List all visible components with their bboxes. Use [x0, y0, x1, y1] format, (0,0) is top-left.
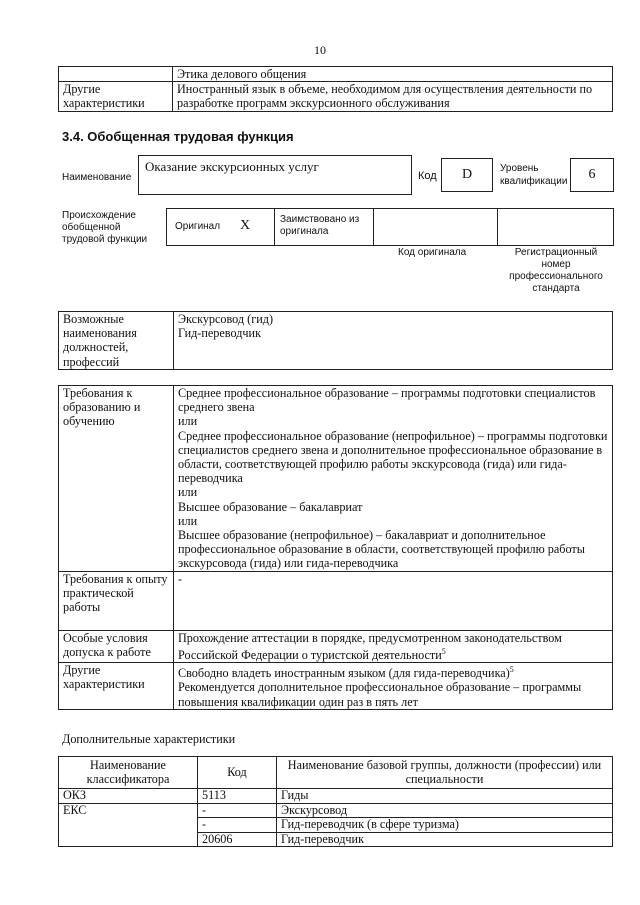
additional-table: [58, 756, 613, 847]
table-row: [59, 571, 613, 630]
table-row: ЕКС - Экскурсовод: [59, 803, 613, 818]
table-row: [59, 82, 613, 111]
experience-label: Требования к опыту практической работы: [59, 571, 174, 630]
professions-table: [58, 311, 613, 370]
education-item: или: [178, 414, 198, 429]
row-label: Другие характеристики: [59, 82, 173, 111]
education-item: Среднее профессиональное образование (непрофильное) – программы подготовки специалистов среднего звена и дополнительное профессиональное образование в области, соответствующей профилю работы экскурсовода (гида) или гида-переводчика: [178, 428, 608, 486]
original-label: Оригинал: [175, 221, 221, 232]
education-item: или: [178, 513, 198, 528]
requirements-table: [58, 385, 613, 710]
original-mark: X: [240, 218, 251, 233]
origin-label-2: обобщенной: [62, 222, 121, 233]
special-value: Прохождение аттестации в порядке, предусмотренном законодательством Российской Федерации о туристской деятельности$^5$: [174, 630, 613, 662]
level-value: 6: [570, 158, 614, 192]
profession-item: Гид-переводчик: [178, 326, 261, 341]
level-label-2: квалификации: [500, 176, 568, 187]
education-item: или: [178, 485, 198, 500]
origin-label-1: Происхождение: [62, 210, 136, 221]
other-values: Свободно владеть иностранным языком (для гида-переводчика)$^5$ Рекомендуется дополнительное профессиональное образование – программы повышения квалификации один раз в пять лет: [174, 663, 613, 710]
name-value: Оказание экскурсионных услуг: [145, 159, 319, 174]
borrowed-label-1: Заимствовано из: [280, 214, 360, 225]
header-code: Код: [198, 757, 277, 789]
education-item: Высшее образование – бакалавриат: [178, 499, 363, 514]
divider: [373, 209, 374, 245]
education-label: Требования к образованию и обучению: [59, 386, 174, 572]
additional-title: Дополнительные характеристики: [62, 732, 236, 746]
table-row: [59, 630, 613, 662]
education-item: Среднее профессиональное образование – программы подготовки специалистов среднего звена: [178, 386, 596, 415]
borrowed-label-2: оригинала: [280, 226, 329, 237]
table-row: 20606 Гид-переводчик: [59, 832, 613, 847]
section-title: 3.4. Обобщенная трудовая функция: [62, 129, 294, 144]
divider: [274, 209, 275, 245]
professions-values: [174, 312, 613, 370]
row-label: [59, 67, 173, 82]
other-label: Другие характеристики: [59, 663, 174, 710]
divider: [497, 209, 498, 245]
table-row: ОКЗ 5113 Гиды: [59, 789, 613, 804]
table-row: - Гид-переводчик (в сфере туризма): [59, 818, 613, 833]
name-box: [138, 155, 412, 195]
name-label: Наименование: [62, 172, 132, 183]
special-label: Особые условия допуска к работе: [59, 630, 174, 662]
code-original-label: Код оригинала: [398, 247, 467, 258]
header-classifier: Наименование классификатора: [59, 757, 198, 789]
row-value: Этика делового общения: [173, 67, 613, 82]
top-table: [58, 66, 613, 112]
table-row: [59, 312, 613, 370]
origin-box: [166, 208, 614, 246]
header-name: Наименование базовой группы, должности (профессии) или специальности: [277, 757, 613, 789]
education-item: Высшее образование (непрофильное) – бакалавриат и дополнительное профессиональное образование в области, соответствующей профилю работы экскурсовода (гида) или гида-переводчика: [178, 528, 585, 571]
professions-label: Возможные наименования должностей, профессий: [59, 312, 174, 370]
level-label-1: Уровень: [500, 163, 539, 174]
table-row: [59, 663, 613, 710]
origin-label-3: трудовой функции: [62, 234, 148, 245]
code-value: D: [441, 158, 493, 192]
table-row: [59, 386, 613, 572]
experience-value: -: [174, 571, 613, 630]
code-label: Код: [418, 170, 437, 182]
profession-item: Экскурсовод (гид): [178, 312, 274, 326]
row-value: Иностранный язык в объеме, необходимом для осуществления деятельности по разработке программ экскурсионного обслуживания: [173, 82, 613, 111]
reg-number-label: Регистрационный номер профессионального стандарта: [509, 247, 603, 294]
page-number: 10: [314, 43, 326, 57]
table-header: [59, 757, 613, 789]
education-values: [174, 386, 613, 572]
table-row: [59, 67, 613, 82]
